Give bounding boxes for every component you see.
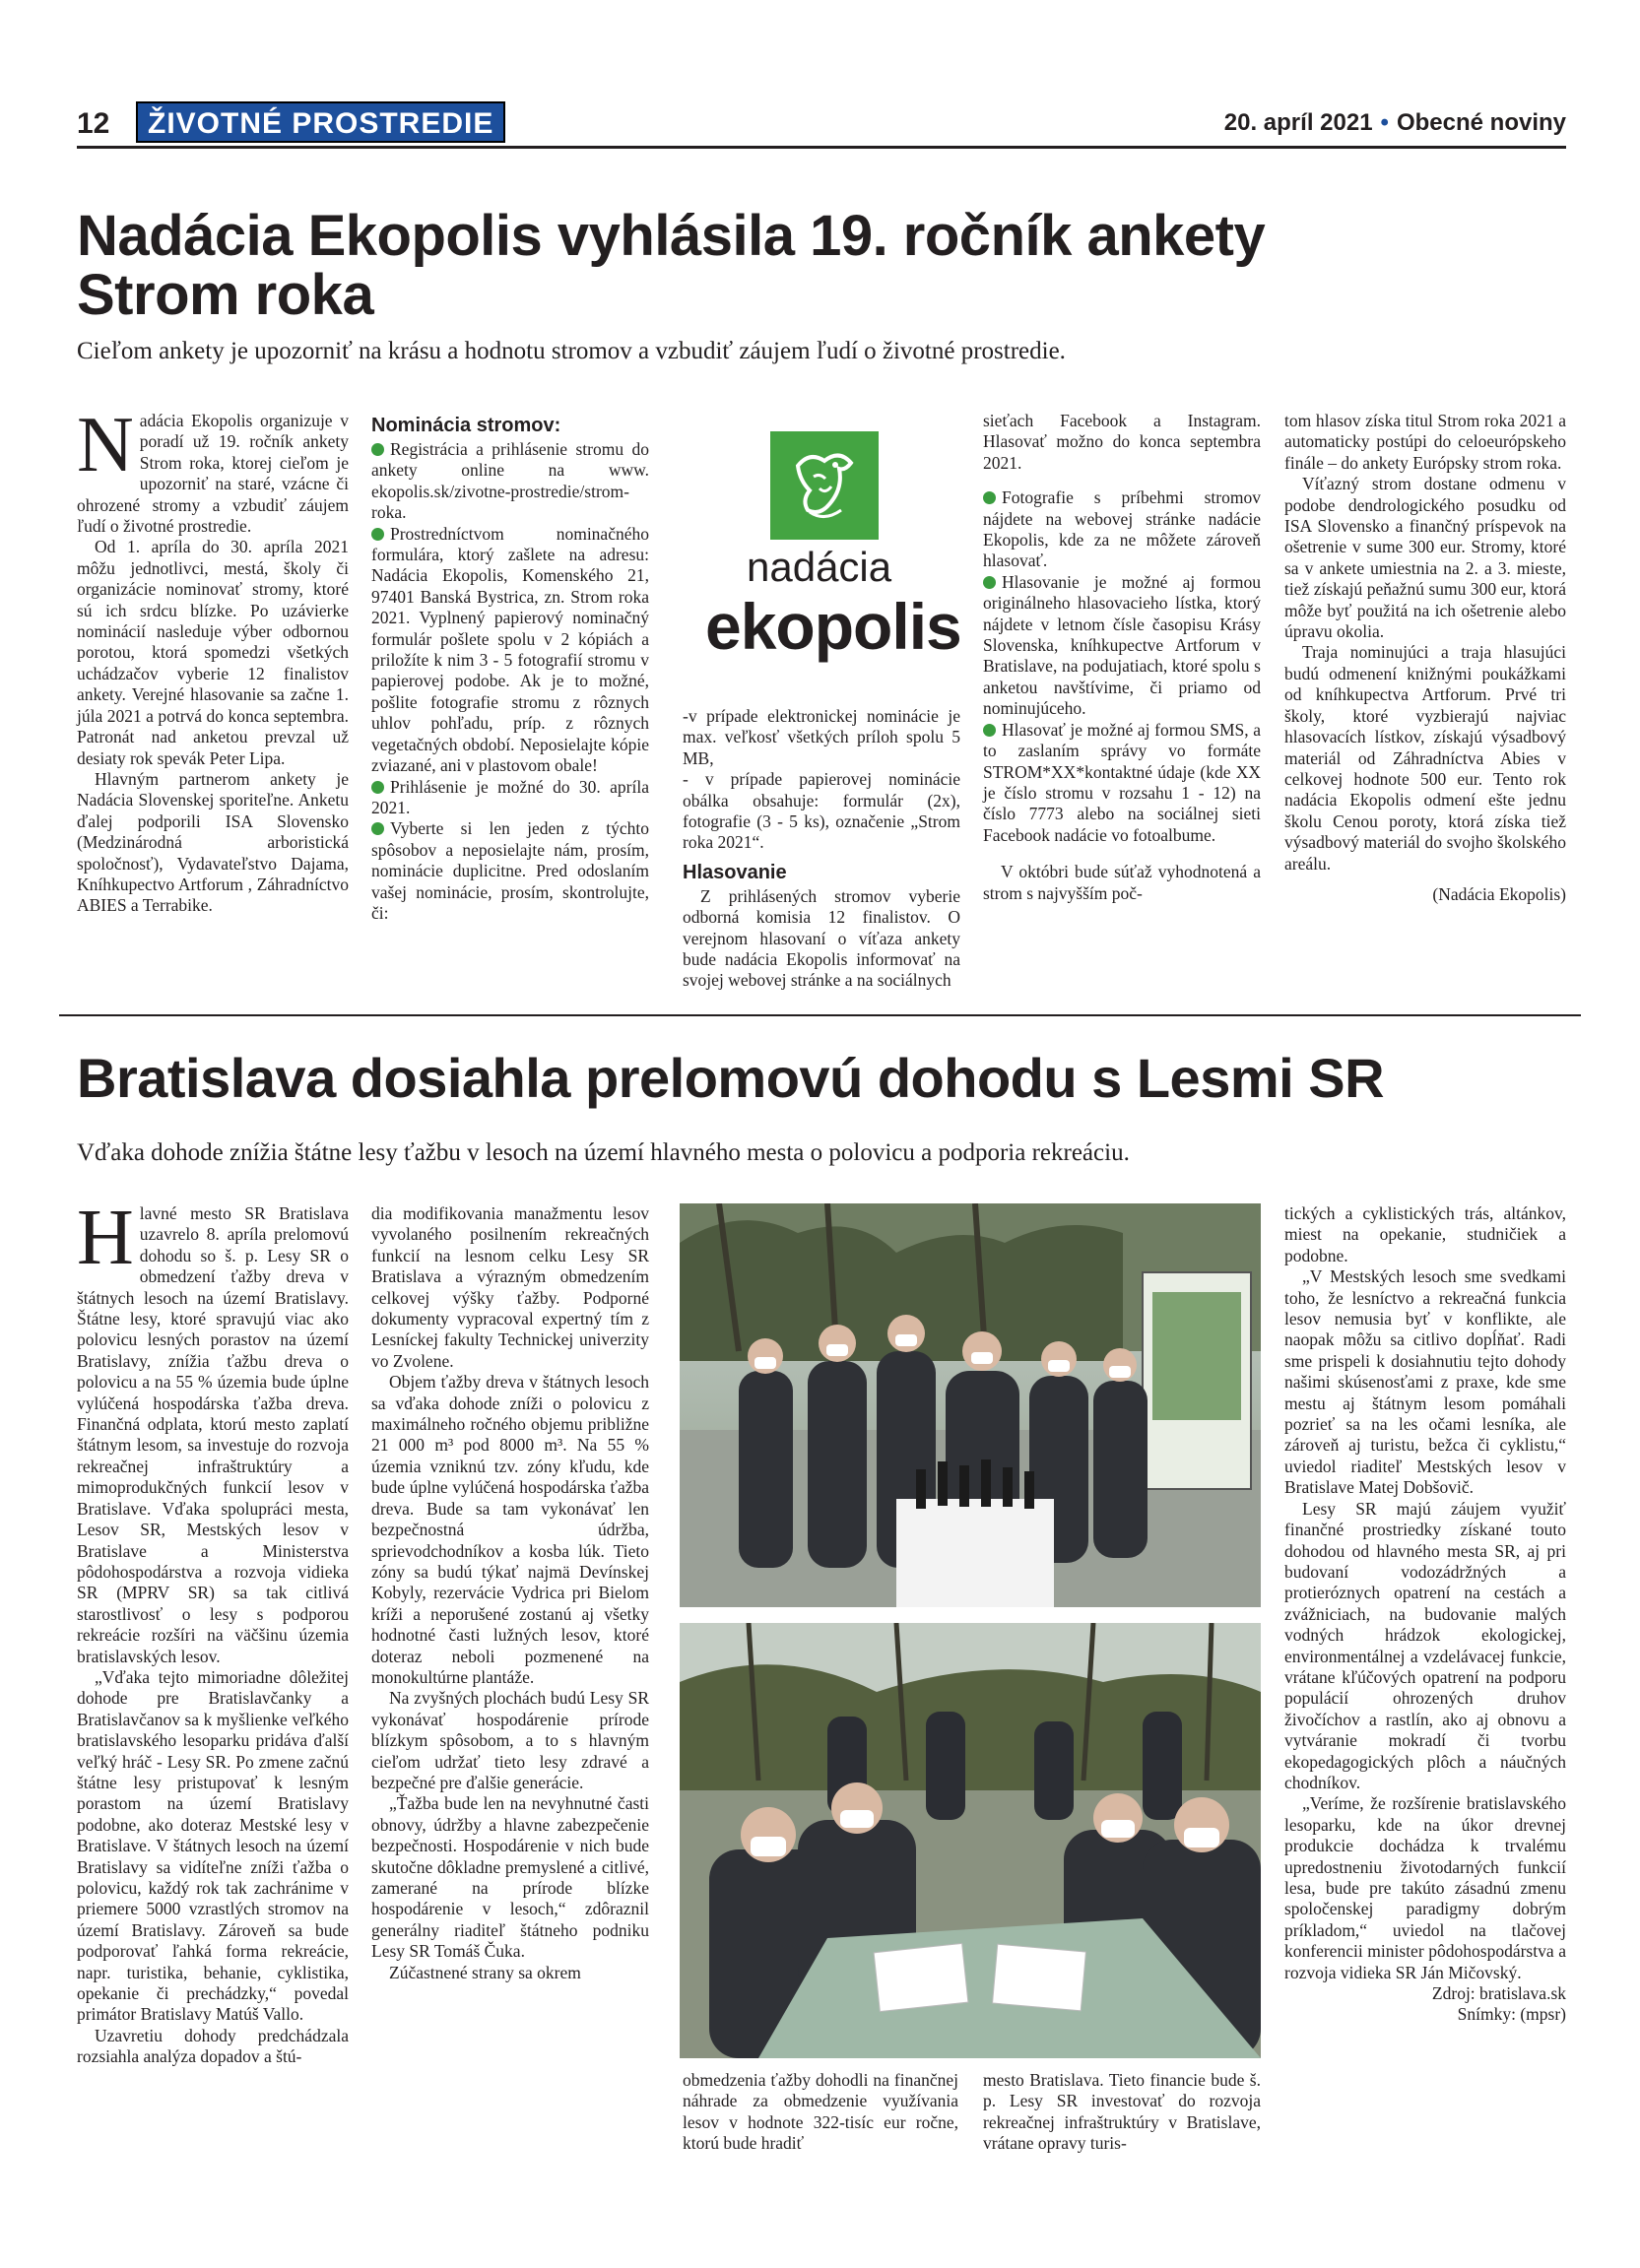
article2-source: Zdroj: bratislava.sk [1431,1983,1566,2004]
press-conference-photo [680,1203,1261,1607]
article1-col5-p1: tom hlasov získa titul Strom roka 2021 a automaticky postúpi do celoeurópskeho finále – do ankety Európsky strom roka. [1284,411,1566,473]
article1-col5-p2: Víťazný strom dostane odmenu v podobe dendrologického posudku od ISA Slovensko a finančný príspevok na ošetrenie v sume 300 eur. Stromy, ktoré sa v ankete umiestnia na 2. a 3. mieste, tiež získajú peňažnú sumu 300 eur, ktorá môže byť použitá na ich ošetrenie alebo úpravu okolia. [1284,474,1566,642]
article2-lead: Vďaka dohode znížia štátne lesy ťažbu v lesoch na území hlavného mesta o polovicu a podporia rekreáciu. [77,1139,1130,1166]
ekopolis-logo [705,423,997,689]
signing-ceremony-photo [680,1623,1261,2058]
article2-col1-p3: Uzavretiu dohody predchádzala rozsiahla analýza dopadov a štú- [77,2025,349,2067]
article1-col3-voting: Z prihlásených stromov vyberie odborná komisia 12 finalistov. O verejnom hlasovaní o víťaza ankety bude nadácia Ekopolis informovať na svojej webovej stránke a na sociálnych [683,885,960,991]
article2-dropcap: H [77,1195,134,1281]
article2-col5-p3: Lesy SR majú záujem využiť finančné prostriedky získané touto dohodou od hlavného mesta SR, aj pri budovaní vodozádržných a protieróznych opatrení na cestách a zvážniciach, na budovanie malých vodných hrádzok ekologickej, environmentálnej a vzdelávacej funkcie, vrátane kľúčových opatrení na podporu populácií ohrozených druhov živočíchov a rastlín, ako aj obnovu a vytváranie mokradí či tvorbu ekopedagogických plôch a náučných chodníkov. [1284,1498,1566,1792]
article1-col5-p3: Traja nominujúci a traja hlasujúci budú odmenení knižnými poukážkami od kníhkupectva Artforum. Prvé tri školy, ktoré vyzbierajú najviac hlasovacích lístkov, získajú výsadbový materiál od Záhradníctva Abies v celkovej hodnote 500 eur. Tento rok nadácia Ekopolis odmení ešte jednu školu Cenou poroty, ktorá získa tiež výsadbový materiál do svojho školského areálu. [1284,642,1566,874]
bullet-dot-icon [983,576,996,589]
article1-col1-p1: adácia Ekopolis organizuje v poradí už 19. ročník ankety Strom roka, ktorej cieľom je upozorniť na staré, vzácne či ohrozené stromy a vzbudiť záujem ľudí o životné prostredie. [77,411,349,537]
article2-column-2 [371,1203,649,1983]
ekopolis-logo-mark [770,431,879,540]
separator-dot: • [1380,109,1389,136]
article2-col1-p2: „Vďaka tejto mimoriadne dôležitej dohode pre Bratislavčanky a Bratislavčanov sa k myšlienke veľkého bratislavského lesoparku pridáva ďalší veľký hráč - Lesy SR. Po zmene začnú štátne lesy pristupovať k lesným porastom na území Bratislavy podobne, ako doteraz Mestské lesy v Bratislave. V štátnych lesoch na území Bratislavy sa vidíteľne zníži ťažba o polovicu, každý rok tak zachránime v priemere 5000 vzrastlých stromov na území Bratislavy. Zároveň sa bude podporovať ľahká forma rekreácie, napr. turistika, behanie, cyklistika, opekanie či prechádzky,“ povedal primátor Bratislavy Matúš Vallo. [77,1666,349,2025]
article1-col4-outro: V októbri bude súťaž vyhodnotená a strom s najvyšším poč- [983,862,1261,903]
article-divider [59,1014,1581,1016]
bullet-item: Prihlásenie je možné do 30. apríla 2021. [371,776,649,817]
bullet-dot-icon [371,443,384,456]
bullet-item: Hlasovanie je možné aj formou originálneho hlasovacieho lístka, ktorý nájdete v letnom čísle časopisu Krásy Slovenska, kníhkupectve Artforum v Bratislave, na podujatiach, ktoré spolu s anketou navštívime, či priamo od nominujúceho. [983,571,1261,719]
page-number: 12 [77,107,110,140]
article1-column-2 [371,411,649,924]
article1-lead: Cieľom ankety je upozorniť na krásu a hodnotu stromov a vzbudiť záujem ľudí o životné prostredie. [77,338,1066,364]
bullet-item: Prostredníctvom nominačného formulára, ktorý zašlete na adresu: Nadácia Ekopolis, Komenského 21, 97401 Banská Bystrica, zn. Strom roka 2021. Vyplnený papierový nominačný formulár pošlete spolu v 2 kópiách a priložíte k nim 3 - 5 fotografií stromu v papierovej podobe. Ak je to možné, pošlite fotografie stromu z rôznych uhlov pohľadu, príp. z rôznych vegetačných období. Neposielajte kópie zviazané, ani v plastovom obale! [371,523,649,776]
article2-col2-p5: Zúčastnené strany sa okrem [389,1962,581,1982]
article2-col1-p1: lavné mesto SR Bratislava uzavrelo 8. apríla prelomovú dohodu so š. p. Lesy SR o obmedzení ťažby dreva v štátnych lesoch na území Bratislavy. Štátne lesy, ktoré spravujú viac ako polovicu lesných porastov na území Bratislavy, znížia ťažbu dreva o polovicu a na 55 % územia bude úplne vylúčená hospodárska ťažba dreva. Finančná odplata, ktorú mesto zaplatí štátnym lesom, sa investuje do rozvoja rekreačnej infraštruktúry a mimoprodukčných funkcií lesov v Bratislave. Vďaka spolupráci mesta, Lesov SR, Mestských lesov v Bratislave a Ministerstva pôdohospodárstva a rozvoja vidieka SR (MPRV SR) sa tak citlivá starostlivosť o lesy s podporou rekreácie rozšíri na väčšinu územia bratislavských lesov. [77,1203,349,1666]
article1-col3-text2: - v prípade papierovej nominácie obálka obsahuje: formulár (2x), fotografie (3 - 5 ks), označenie „Strom roka 2021“. [683,769,960,853]
article1-col4-intro: sieťach Facebook a Instagram. Hlasovať možno do konca septembra 2021. [983,411,1261,473]
article1-col1-p2: Od 1. apríla do 30. apríla 2021 môžu jednotlivci, mestá, školy či organizácie nominovať stromy, ktoré sú ich srdcu blízke. Po uzávierke nominácií nasleduje výber odbornou porotou, ktorá spomedzi všetkých uchádzačov vyberie 12 finalistov ankety. Verejné hlasovanie sa začne 1. júla 2021 a potrvá do konca septembra. Patronát nad anketou prevzal už desiaty rok spevák Peter Lipa. [77,537,349,768]
article2-col3-text: obmedzenia ťažby dohodli na finančnej náhrade za obmedzenie využívania lesov v hodnote 322-tisíc eur ročne, ktorú bude hradiť [683,2070,958,2154]
article1-dropcap: N [77,402,134,488]
article2-col5-p1: tických a cyklistických trás, altánkov, miest na opekanie, studničiek a podobne. [1284,1203,1566,1265]
issue-date-line [1224,109,1566,137]
article1-column-5 [1284,411,1566,905]
article1-title-line2: Strom roka [77,263,374,327]
article1-title [77,204,1266,327]
page-header [77,101,1566,149]
bullet-dot-icon [983,724,996,737]
article1-column-3 [683,706,960,992]
logo-text-line2: ekopolis [705,590,961,663]
article2-photo-credit: Snímky: (mpsr) [1457,2004,1566,2025]
bullet-dot-icon [983,491,996,504]
article2-column-3 [683,2070,958,2155]
bullet-item: Vyberte si len jeden z týchto spôsobov a neposielajte nám, prosím, nominácie duplicitne. Pred odoslaním vašej nominácie, prosím, skontrolujte, či: [371,818,649,923]
section-label: ŽIVOTNÉ PROSTREDIE [136,101,505,143]
article1-title-line1: Nadácia Ekopolis vyhlásila 19. ročník ankety [77,204,1266,268]
article2-col5-p4: „Veríme, že rozšírenie bratislavského lesoparku, kde na úkor drevnej produkcie dochádza k trvalému upredostneniu životodarných funkcií lesa, bude pre takúto zásadnú zmenu spoločenskej paradigmy dobrým príkladom,“ uviedol na tlačovej konferencii minister pôdohospodárstva a rozvoja vidieka SR Ján Mičovský. [1284,1793,1566,1982]
article1-signature: (Nadácia Ekopolis) [1432,883,1566,904]
bullet-item: Hlasovať je možné aj formou SMS, a to zaslaním správy vo formáte STROM*XX*kontaktné údaje (kde XX je číslo stromu v rozsahu 1 - 12) na číslo 7773 alebo na sociálnej sieti Facebook nadácie vo fotoalbume. [983,719,1261,845]
article2-col2-p4: „Ťažba bude len na nevyhnutné časti obnovy, údržby a hlavne zabezpečenie bezpečnosti. Hospodárenie v nich bude skutočne dôkladne premyslené a citlivé, zamerané na prírode blízke hospodárenie v lesoch,“ zdôraznil generálny riaditeľ štátneho podniku Lesy SR Tomáš Čuka. [371,1793,649,1962]
article2-col2-p2: Objem ťažby dreva v štátnych lesoch sa vďaka dohode zníži o polovicu z maximálneho ročného objemu približne 21 000 m³ pod 8000 m³. Na 55 % územia vzniknú tzv. zóny kľudu, kde bude úplne vylúčená hospodárska ťažba dreva. Bude sa tam vykonávať len bezpečnostná údržba, sprievodchodníkov a kosba lúk. Tieto zóny sa budú týkať najmä Devínskej Kobyly, rezervácie Vydrica pri Bielom kríži a neporušené zostanú aj všetky hodnotné časti lužných lesov, ktoré doteraz neboli pozmenené na monokultúrne plantáže. [371,1372,649,1687]
article2-title: Bratislava dosiahla prelomovú dohodu s Lesmi SR [77,1047,1385,1109]
article1-col1-p3: Hlavným partnerom ankety je Nadácia Slovenskej sporiteľne. Anketu ďalej podporili ISA Slovensko (Medzinárodná arboristická spoločnosť), Vydavateľstvo Dajama, Kníhkupectvo Artforum , Záhradníctvo ABIES a Terrabike. [77,768,349,916]
bird-hand-icon [770,431,879,540]
bullet-dot-icon [371,528,384,541]
nomination-heading: Nominácia stromov: [371,415,561,436]
bullet-item: Registrácia a prihlásenie stromu do ankety online na www. ekopolis.sk/zivotne-prostredie/strom-roka. [371,439,649,523]
article2-col5-p2: „V Mestských lesoch sme svedkami toho, že lesníctvo a rekreačná funkcia lesov nemusia byť v konflikte, ale naopak môžu sa citlivo dopĺňať. Radi sme prispeli k dosiahnutiu tejto dohody našimi skúsenosťami z praxe, kde sme mestu aj štátnym lesom pomáhali pozrieť sa na les očami lesníka, ale zároveň aj turistu, bežca či cyklistu,“ uviedol riaditeľ Mestských lesov v Bratislave Matej Dobšovič. [1284,1266,1566,1498]
article2-column-4 [983,2070,1261,2155]
article1-col3-text1: -v prípade elektronickej nominácie je max. veľkosť všetkých príloh spolu 5 MB, [683,706,960,768]
bullet-dot-icon [371,781,384,794]
logo-text-line1: nadácia [747,544,892,590]
article2-column-1 [77,1195,349,2068]
article2-column-5 [1284,1203,1566,2026]
bullet-item: Fotografie s príbehmi stromov nájdete na webovej stránke nadácie Ekopolis, kde za ne môžete zároveň hlasovať. [983,487,1261,571]
issue-date: 20. apríl 2021 [1223,109,1373,136]
article2-col2-p3: Na zvyšných plochách budú Lesy SR vykonávať hospodárenie prírode blízkym spôsobom, a to s hlavným cieľom udržať tieto lesy zdravé a bezpečné pre ďalšie generácie. [371,1688,649,1792]
article2-col2-p1: dia modifikovania manažmentu lesov vyvolaného posilnením rekreačných funkcií na lesnom celku Lesy SR Bratislava a výrazným obmedzením celkovej výšky ťažby. Podporné dokumenty vypracoval expertný tím z Lesníckej fakulty Technickej univerzity vo Zvolene. [371,1203,649,1371]
publication-name: Obecné noviny [1396,109,1566,136]
article1-column-1 [77,402,349,917]
article2-col4-text: mesto Bratislava. Tieto financie bude š. p. Lesy SR investovať do rozvoja rekreačnej infraštruktúry v Bratislave, vrátane opravy turis- [983,2070,1261,2154]
voting-heading: Hlasovanie [683,861,787,883]
article1-column-4 [983,411,1261,904]
bullet-dot-icon [371,822,384,835]
